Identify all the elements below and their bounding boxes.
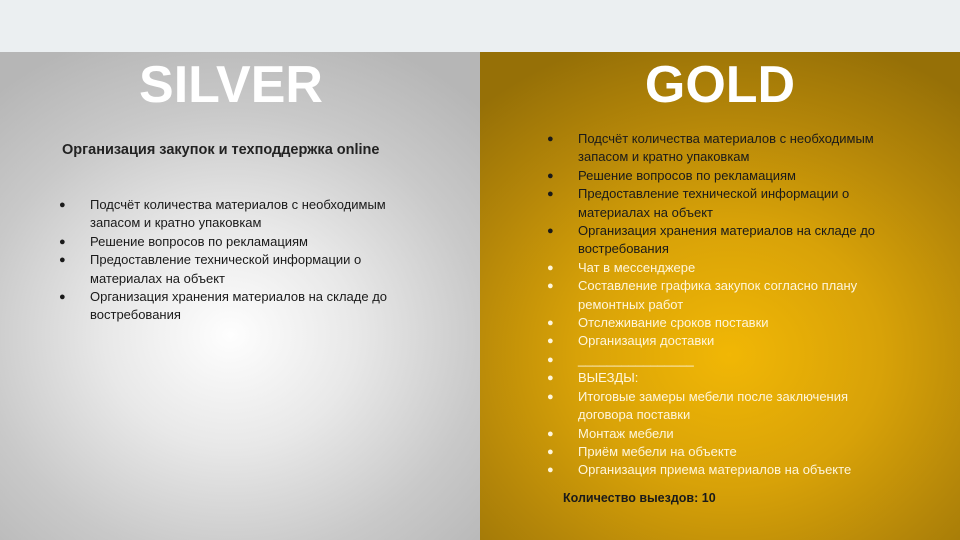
gold-feature-list (547, 130, 897, 480)
list-item: ● Чат в мессенджере (547, 259, 897, 277)
silver-subtitle: Организация закупок и техподдержка online (62, 142, 380, 158)
bullet-icon: ● (59, 199, 66, 211)
trips-count-label: Количество выездов: 10 (563, 491, 716, 505)
list-item: ● Предоставление технической информации о материалах на объект (547, 186, 850, 220)
bullet-icon: ● (59, 291, 66, 304)
silver-title: SILVER (139, 56, 323, 114)
bullet-icon: ● (547, 464, 554, 477)
bullet-icon: ● (547, 445, 554, 458)
list-item: ● Организация хранения материалов на складе до востребования (59, 289, 388, 323)
list-item: ● Решение вопросов по рекламациям (547, 167, 897, 185)
list-item: ● Организация хранения материалов на складе до востребования (547, 223, 876, 257)
gold-panel (480, 52, 960, 540)
list-item: ● Предоставление технической информации о материалах на объект (59, 252, 362, 286)
list-item: ● Монтаж мебели (547, 425, 897, 443)
bullet-icon: ● (547, 225, 554, 238)
silver-panel (0, 52, 480, 540)
bullet-icon: ● (547, 169, 554, 182)
list-item: ● Составление графика закупок согласно плану ремонтных работ (547, 278, 858, 312)
top-strip (0, 0, 960, 52)
list-item: ● ________________ (547, 351, 897, 369)
list-item: ● Отслеживание сроков поставки (547, 314, 897, 332)
silver-feature-list (59, 196, 419, 325)
bullet-icon: ● (547, 133, 554, 145)
list-item: ● Организация приема материалов на объекте (547, 461, 897, 479)
gold-title: GOLD (644, 56, 796, 114)
list-item: ● Итоговые замеры мебели после заключения договора поставки (547, 388, 849, 423)
bullet-icon: ● (547, 353, 554, 366)
list-item: ● Организация доставки (547, 332, 897, 350)
bullet-icon: ● (547, 390, 554, 403)
bullet-icon: ● (547, 280, 554, 293)
bullet-icon: ● (547, 188, 554, 201)
bullet-icon: ● (59, 235, 66, 248)
list-item: ● ВЫЕЗДЫ: (547, 369, 897, 387)
list-item: ● Решение вопросов по рекламациям (59, 233, 419, 251)
list-item: ● Приём мебели на объекте (547, 443, 897, 461)
bullet-icon: ● (547, 427, 554, 440)
list-item: ● Подсчёт количества материалов с необходимым запасом и кратно упаковкам (59, 197, 386, 231)
bullet-icon: ● (547, 372, 554, 385)
list-item: ● Подсчёт количества материалов с необходимым запасом и кратно упаковкам (547, 131, 874, 165)
bullet-icon: ● (547, 261, 554, 274)
bullet-icon: ● (59, 254, 66, 267)
bullet-icon: ● (547, 335, 554, 348)
bullet-icon: ● (547, 317, 554, 330)
